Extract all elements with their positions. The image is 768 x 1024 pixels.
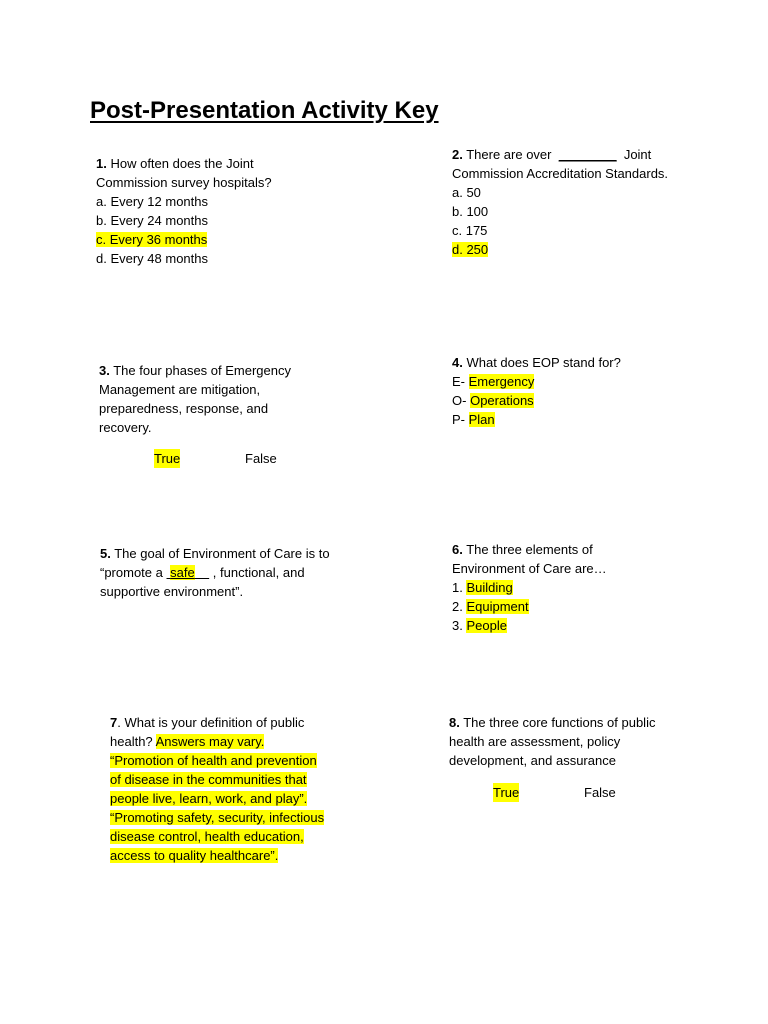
q6-answer-building: Building [466, 580, 513, 595]
q4-answer-operations: Operations [470, 393, 534, 408]
q8-false-option: False [584, 785, 616, 800]
q1-option-c [96, 230, 306, 249]
q2-option-b: b. 100 [452, 204, 489, 219]
q6-row-1: 1. Building [452, 580, 513, 595]
q4-answer-plan: Plan [468, 412, 495, 427]
q7-answer: Answers may vary. “Promotion of health and prevention of disease in the communities that people live, learn, work, and play”. “Promoting safety, security, infectious disease control, health education, access to quality healthcare”. [110, 734, 325, 863]
q6-row-3: 3. People [452, 618, 507, 633]
page-title: Post-Presentation Activity Key [90, 97, 439, 124]
question-8 [449, 713, 674, 770]
q1-option-a: a. Every 12 months [96, 194, 208, 209]
q5-blank [167, 565, 210, 580]
q4-row-e: E- Emergency [452, 374, 535, 389]
question-3 [99, 361, 314, 437]
q6-answer-equipment: Equipment [466, 599, 529, 614]
question-5 [100, 544, 350, 601]
question-2-text: 2. There are over ________ Joint Commission Accreditation Standards. [452, 147, 669, 181]
q2-answer-highlight: d. 250 [452, 242, 489, 257]
q6-row-2: 2. Equipment [452, 599, 529, 614]
question-4-text: 4. What does EOP stand for? [452, 355, 621, 370]
q4-row-o: O- Operations [452, 393, 534, 408]
q8-true-answer: True [493, 785, 520, 800]
question-7 [110, 713, 325, 865]
question-3-text: 3. The four phases of Emergency Management are mitigation, preparedness, response, and recovery. [99, 363, 291, 435]
question-7-text: 7. What is your definition of public health? Answers may vary. “Promotion of health and prevention of disease in the communities that people live, learn, work, and play”. “Promoting safety, security, infectious disease control, health education, access to quality healthcare”. [110, 715, 325, 863]
question-4 [452, 353, 677, 429]
q1-option-d: d. Every 48 months [96, 251, 208, 266]
q3-true-answer: True [154, 451, 181, 466]
question-1-text: 1. How often does the Joint Commission survey hospitals? [96, 156, 272, 190]
q2-blank: ________ [558, 147, 617, 162]
q4-answer-emergency: Emergency [468, 374, 535, 389]
q1-option-b: b. Every 24 months [96, 213, 208, 228]
question-5-text: 5. The goal of Environment of Care is to “promote a safe , functional, and supportive environment”. [100, 546, 330, 599]
question-6 [452, 540, 652, 635]
q2-option-a: a. 50 [452, 185, 481, 200]
q6-answer-people: People [466, 618, 507, 633]
question-2 [452, 145, 677, 259]
question-1 [96, 154, 306, 268]
q3-false-option: False [245, 451, 277, 466]
q5-answer-safe: safe [170, 565, 195, 580]
q2-option-d [452, 240, 677, 259]
q4-row-p: P- Plan [452, 412, 495, 427]
q2-option-c: c. 175 [452, 223, 488, 238]
question-6-text: 6. The three elements of Environment of Care are… [452, 542, 607, 576]
question-8-text: 8. The three core functions of public health are assessment, policy development, and assurance [449, 715, 656, 768]
q1-answer-highlight: c. Every 36 months [96, 232, 208, 247]
